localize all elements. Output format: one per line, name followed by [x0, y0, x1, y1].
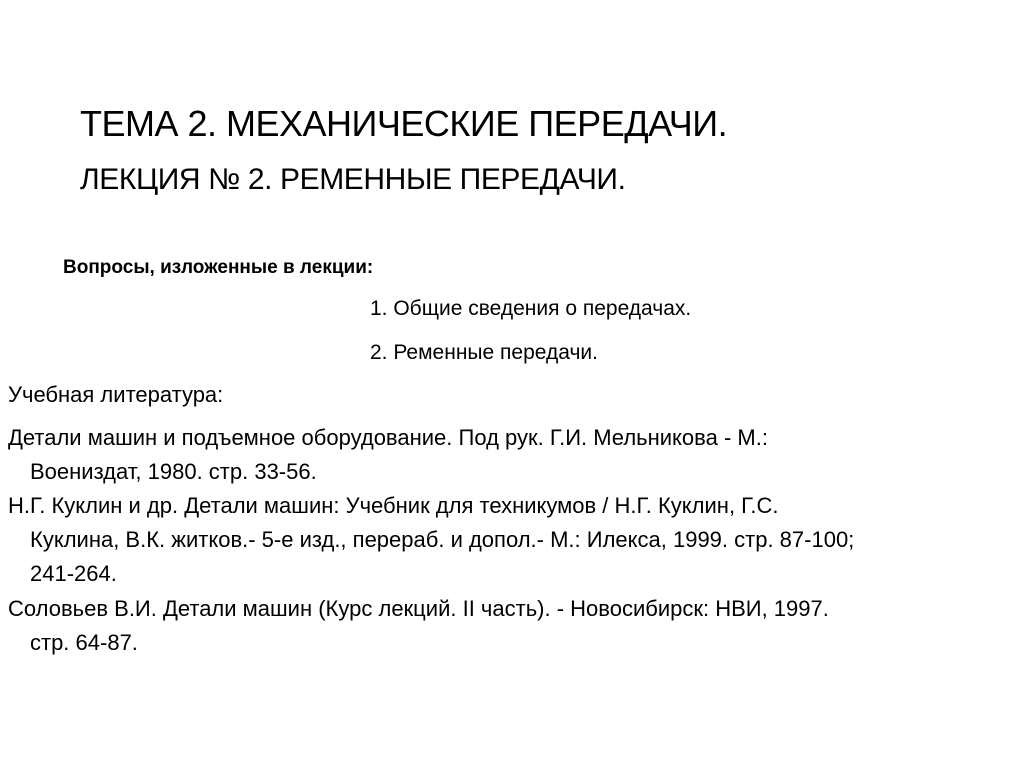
reference-line: Детали машин и подъемное оборудование. Под рук. Г.И. Мельникова - М.: — [8, 425, 768, 450]
reference-line: стр. 64-87. — [30, 630, 138, 655]
topic-title: ТЕМА 2. МЕХАНИЧЕСКИЕ ПЕРЕДАЧИ. — [80, 103, 728, 144]
reference-line: Н.Г. Куклин и др. Детали машин: Учебник для техникумов / Н.Г. Куклин, Г.С. — [8, 493, 779, 518]
reference-line: Куклина, В.К. житков.- 5-е изд., перераб. и допол.- М.: Илекса, 1999. стр. 87-100; — [30, 527, 855, 552]
questions-heading: Вопросы, изложенные в лекции: — [63, 257, 374, 278]
title-block — [80, 102, 980, 200]
literature-heading: Учебная литература: — [8, 382, 224, 407]
reference-line: 241-264. — [30, 561, 117, 586]
reference-line: Соловьев В.И. Детали машин (Курс лекций. II часть). - Новосибирск: НВИ, 1997. — [8, 596, 829, 621]
reference-item — [8, 489, 998, 591]
reference-item — [8, 421, 998, 489]
reference-line: Воениздат, 1980. стр. 33-56. — [30, 459, 317, 484]
lecture-title: ЛЕКЦИЯ № 2. РЕМЕННЫЕ ПЕРЕДАЧИ. — [80, 163, 626, 196]
question-item: 1. Общие сведения о передачах. — [370, 297, 692, 320]
reference-item — [8, 592, 998, 660]
question-item: 2. Ременные передачи. — [370, 341, 598, 364]
